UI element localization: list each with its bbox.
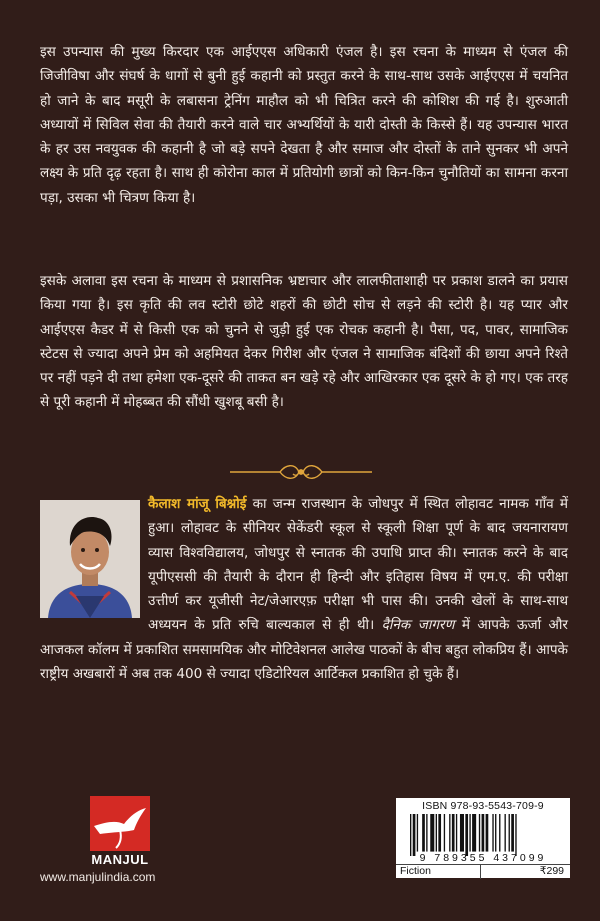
genre-label: Fiction xyxy=(400,865,431,877)
barcode-bar xyxy=(430,814,434,852)
ean-number: 9 789355 437099 xyxy=(419,852,547,864)
ornament-divider-icon xyxy=(228,462,374,482)
barcode-bar xyxy=(472,814,476,852)
publisher-name: MANJUL xyxy=(91,852,149,867)
barcode-bar xyxy=(426,814,427,852)
barcode-panel xyxy=(396,798,570,878)
barcode-bar xyxy=(417,814,418,852)
barcode-bar xyxy=(438,814,441,852)
barcode-bar xyxy=(511,814,514,852)
author-bio-text-2: में आपके ऊर्जा और आजकल कॉलम में प्रकाशित समसामयिक और मोटिवेशनल आलेख पाठकों के बीच बहुत लोकप्रिय हैं। आपके राष्ट्रीय अखबारों में अब तक 400 से ज्यादा एडिटोरियल आर्टिकल प्रकाशित हो चुके हैं। xyxy=(40,617,568,683)
barcode-bar xyxy=(482,814,485,852)
barcode-bar xyxy=(499,814,500,852)
barcode-bar xyxy=(486,814,489,852)
price-label: ₹299 xyxy=(539,865,564,877)
barcode-icon xyxy=(410,814,560,856)
barcode-bar xyxy=(422,814,425,852)
manjul-logo-icon xyxy=(90,796,150,851)
author-bio xyxy=(40,492,568,686)
barcode-bar xyxy=(479,814,480,852)
publisher-website[interactable]: www.manjulindia.com xyxy=(40,870,156,884)
author-bio-text-1: का जन्म राजस्थान के जोधपुर में स्थित लोहावट नामक गाँव में हुआ। लोहावट के सीनियर सेकेंडरी स्कूल से स्कूली शिक्षा पूर्ण के बाद जयनारायण व्यास विश्वविद्यालय, जोधपुर से स्नातक की उपाधि प्राप्त की। स्नातक करने के बाद यूपीएससी की तैयारी के दौरान ही हिन्दी और इतिहास विषय में एम.ए. की परीक्षा उत्तीर्ण कर यूजीसी नेट/जेआरएफ़ परीक्षा भी पास की। उनकी खेलों के साथ-साथ अध्ययन के प्रति रुचि बाल्यकाल से ही थी। xyxy=(148,496,568,634)
author-name: कैलाश मांजू बिश्नोई xyxy=(148,496,247,512)
barcode-bar xyxy=(436,814,437,852)
barcode-bar xyxy=(465,814,468,856)
barcode-bar xyxy=(410,814,411,856)
barcode-bar xyxy=(449,814,450,852)
barcode-bar xyxy=(460,814,464,852)
barcode-bar xyxy=(452,814,455,852)
barcode-bar xyxy=(505,814,506,852)
isbn-number: ISBN 978-93-5543-709-9 xyxy=(422,800,544,812)
blurb-paragraph-1: इस उपन्यास की मुख्य किरदार एक आईएएस अधिकारी एंजल है। इस रचना के माध्यम से एंजल की जिजीविषा और संघर्ष के धागों से बुनी हुई कहानी को प्रस्तुत करने के साथ-साथ उसके आईएएस में चयनित हो जाने के बाद मसूरी के लबासना ट्रेनिंग माहौल को भी चित्रित करने की कोशिश की गई है। शुरुआती अध्यायों में सिविल सेवा की तैयारी करने वाले चार अभ्यर्थियों के यारी दोस्ती के किस्से हैं। यह उपन्यास भारत के हर उस नवयुवक की कहानी है जो बड़े सपने देखता है और समाज और दोस्तों के ताने सुनकर भी अपने लक्ष्य के प्रति दृढ़ रहता है। साथ ही कोरोना काल में प्रतियोगी छात्रों को किन-किन चुनौतियों का सामना करना पड़ा, उसका भी चित्रण किया है। xyxy=(40,44,568,206)
barcode-bar xyxy=(509,814,510,852)
barcode-bar xyxy=(492,814,493,852)
blurb-paragraph-2: इसके अलावा इस रचना के माध्यम से प्रशासनिक भ्रष्टाचार और लालफीताशाही पर प्रकाश डालने का प्रयास किया गया है। इस कृति की लव स्टोरी छोटे शहरों की छोटी सोच से लड़ने की स्टोरी है। यह प्यार और आईएएस कैडर में से किसी एक को चुनने से जुड़ी हुई एक रोचक कहानी है। पैसा, पद, पावर, सामाजिक स्टेटस से ज्यादा अपने प्रेम को अहमियत देकर गिरीश और एंजल ने सामाजिक बंदिशों की छाया अपने रिश्ते पर नहीं पड़ने दी तथा हमेशा एक-दूसरे की ताकत बन खड़े रहे और आखिरकार एक दूसरे के हो गए। एक तरह से पूरी कहानी में मोहब्बत की सौंधी खुशबू बसी है। xyxy=(40,273,568,411)
barcode-bar xyxy=(495,814,496,852)
barcode-bar xyxy=(444,814,445,852)
barcode-bar xyxy=(456,814,457,852)
barcode-bar xyxy=(413,814,416,856)
newspaper-name: दैनिक जागरण xyxy=(381,617,455,634)
barcode-bar xyxy=(515,814,516,856)
price-row xyxy=(396,864,570,879)
barcode-bar xyxy=(469,814,470,852)
price-divider xyxy=(480,865,481,879)
